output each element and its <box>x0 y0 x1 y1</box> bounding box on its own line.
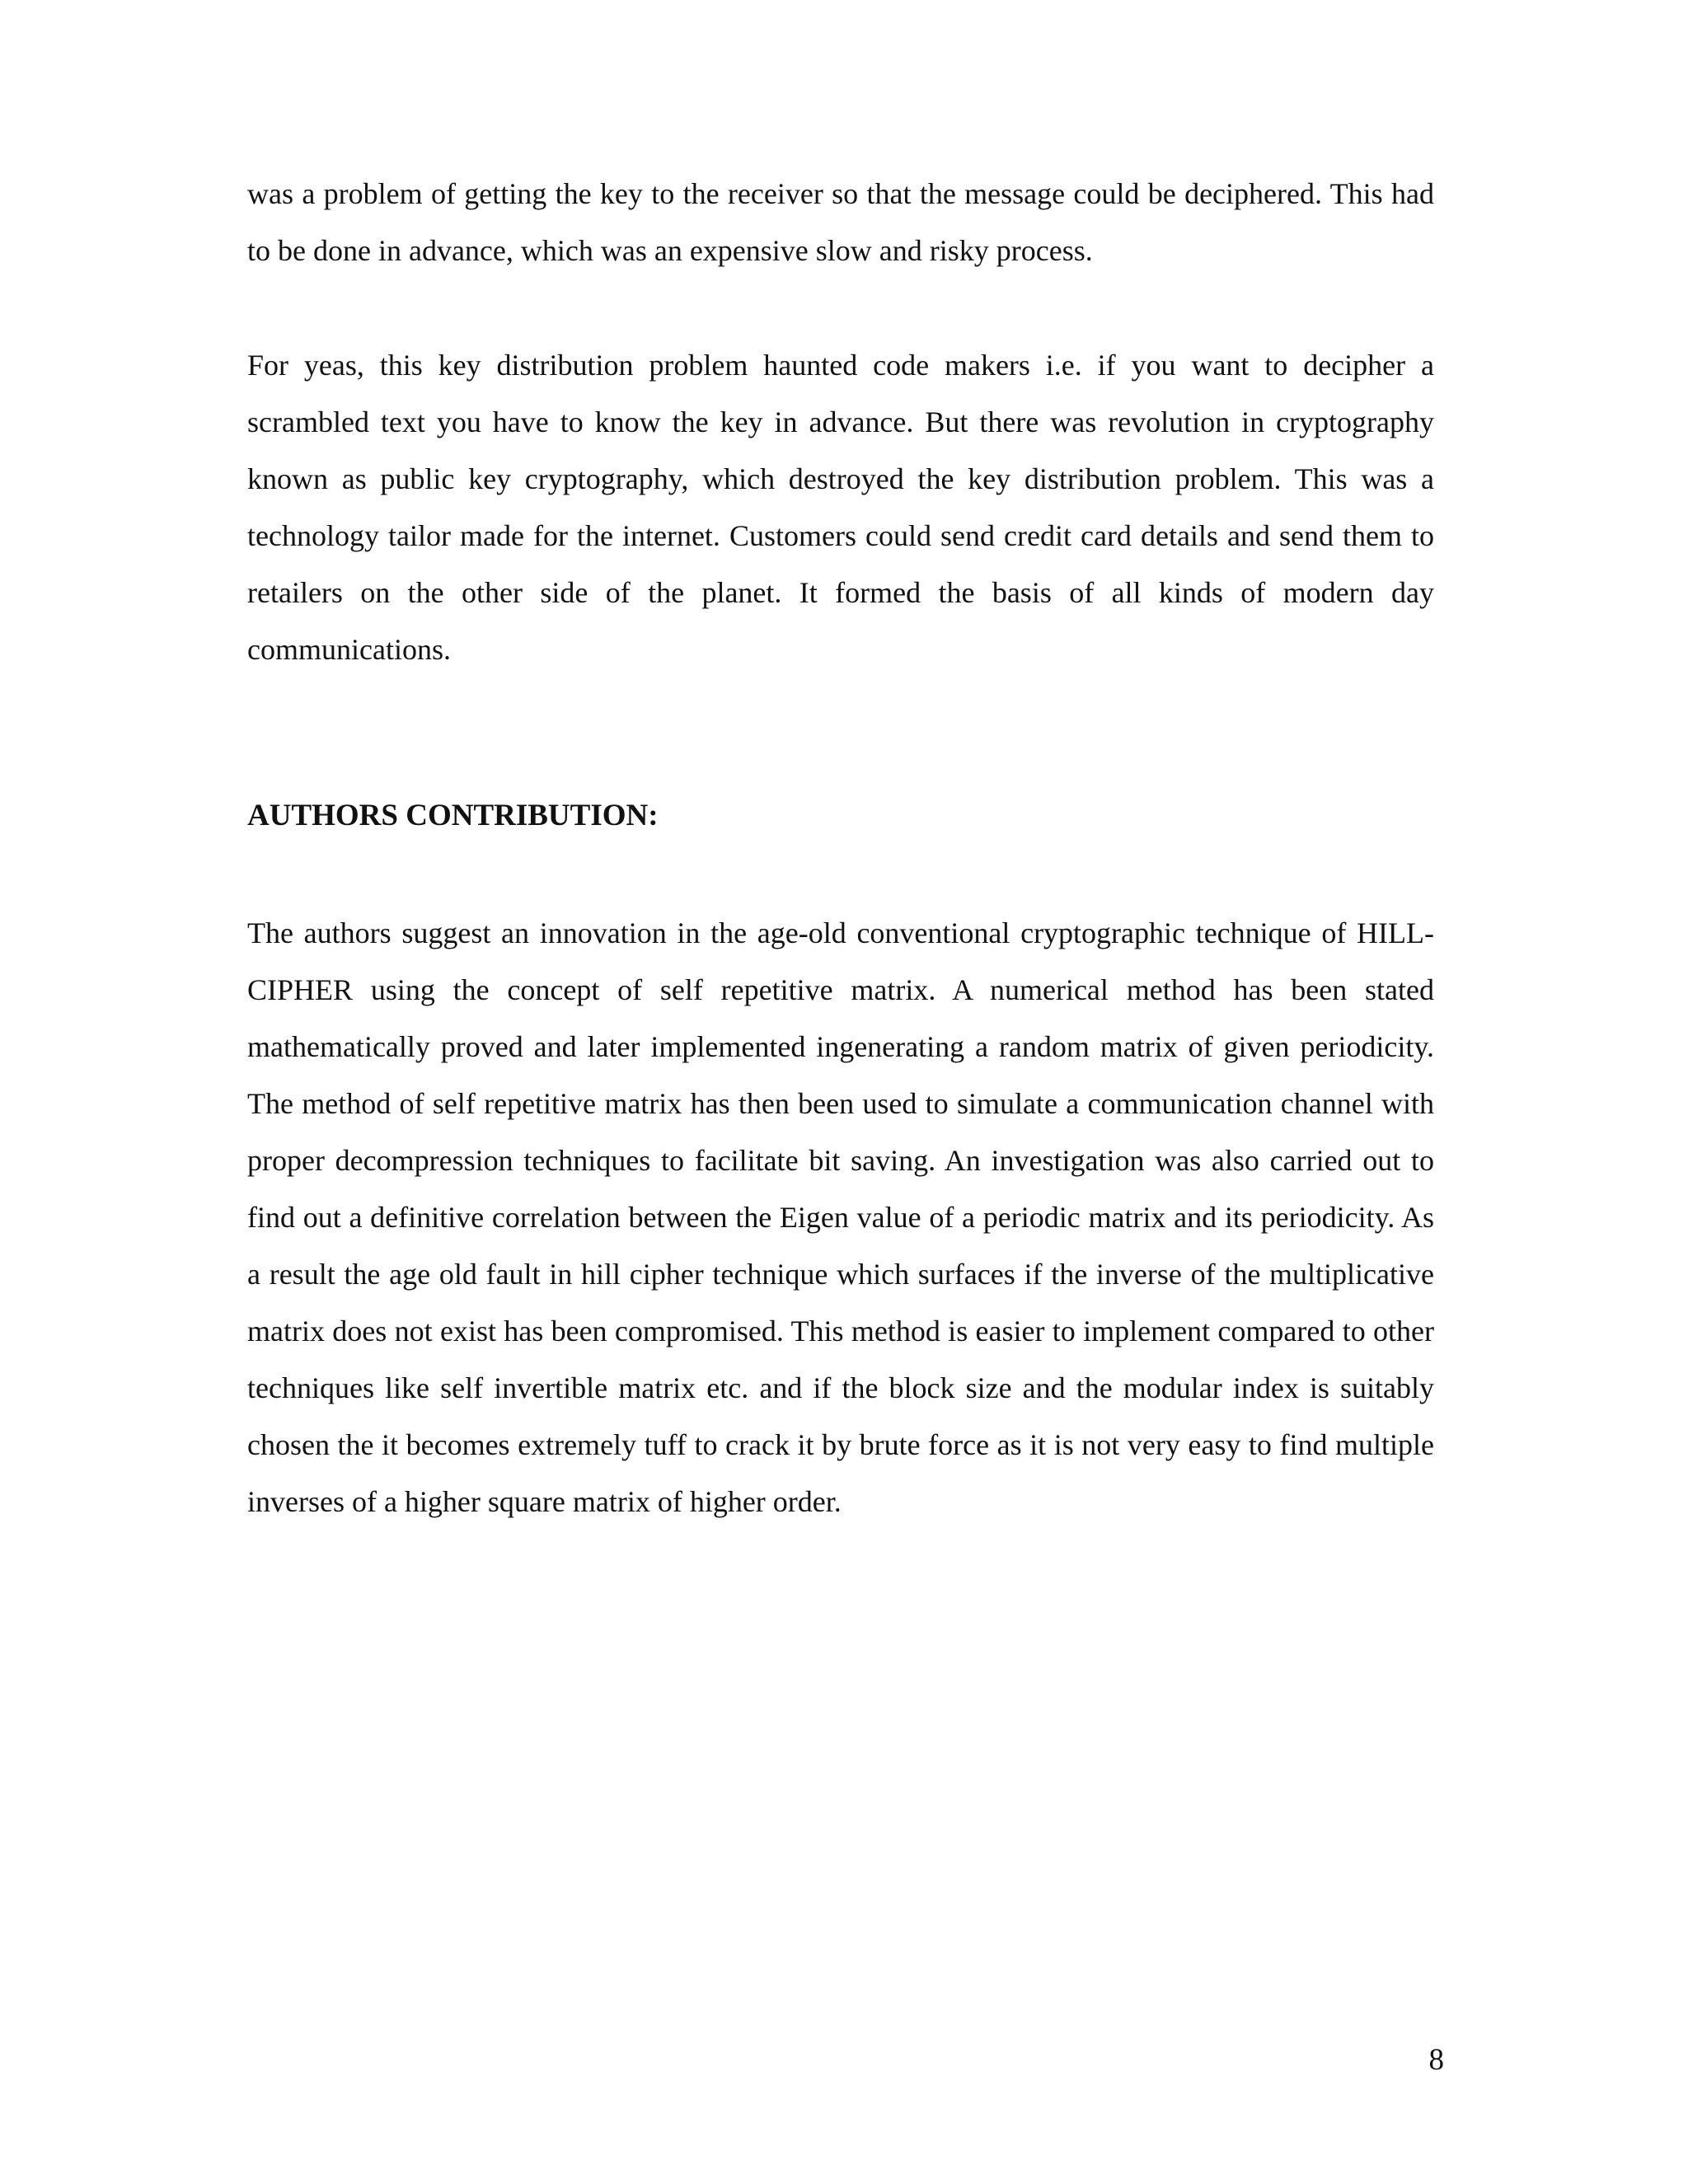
paragraph-text: For yeas, this key distribution problem haunted code makers i.e. if you want to decipher a scrambled text you have to know the key in advance. But there was revolution in cryptography known as public key cryptography, which destroyed the key distribution problem. This was a technology tailor made for the internet. Customers could send credit card details and send them to retailers on the other side of the planet. It formed the basis of all kinds of modern day communications. <box>247 349 1434 666</box>
paragraph-text: was a problem of getting the key to the receiver so that the message could be deciphered. This had to be done in advance, which was an expensive slow and risky process. <box>247 177 1434 267</box>
paragraph-key-distribution <box>247 337 1434 678</box>
page-number: 8 <box>1428 2043 1444 2077</box>
section-heading: AUTHORS CONTRIBUTION: <box>247 799 659 832</box>
paragraph-authors-contribution <box>247 905 1434 1530</box>
paragraph-continuation <box>247 166 1434 279</box>
paragraph-text: The authors suggest an innovation in the age-old conventional cryptographic technique of HILL-CIPHER using the concept of self repetitive matrix. A numerical method has been stated mathematically proved and later implemented ingenerating a random matrix of given periodicity. The method of self repetitive matrix has then been used to simulate a communication channel with proper decompression techniques to facilitate bit saving. An investigation was also carried out to find out a definitive correlation between the Eigen value of a periodic matrix and its periodicity. As a result the age old fault in hill cipher technique which surfaces if the inverse of the multiplicative matrix does not exist has been compromised. This method is easier to implement compared to other techniques like self invertible matrix etc. and if the block size and the modular index is suitably chosen the it becomes extremely tuff to crack it by brute force as it is not very easy to find multiple inverses of a higher square matrix of higher order. <box>247 916 1434 1518</box>
